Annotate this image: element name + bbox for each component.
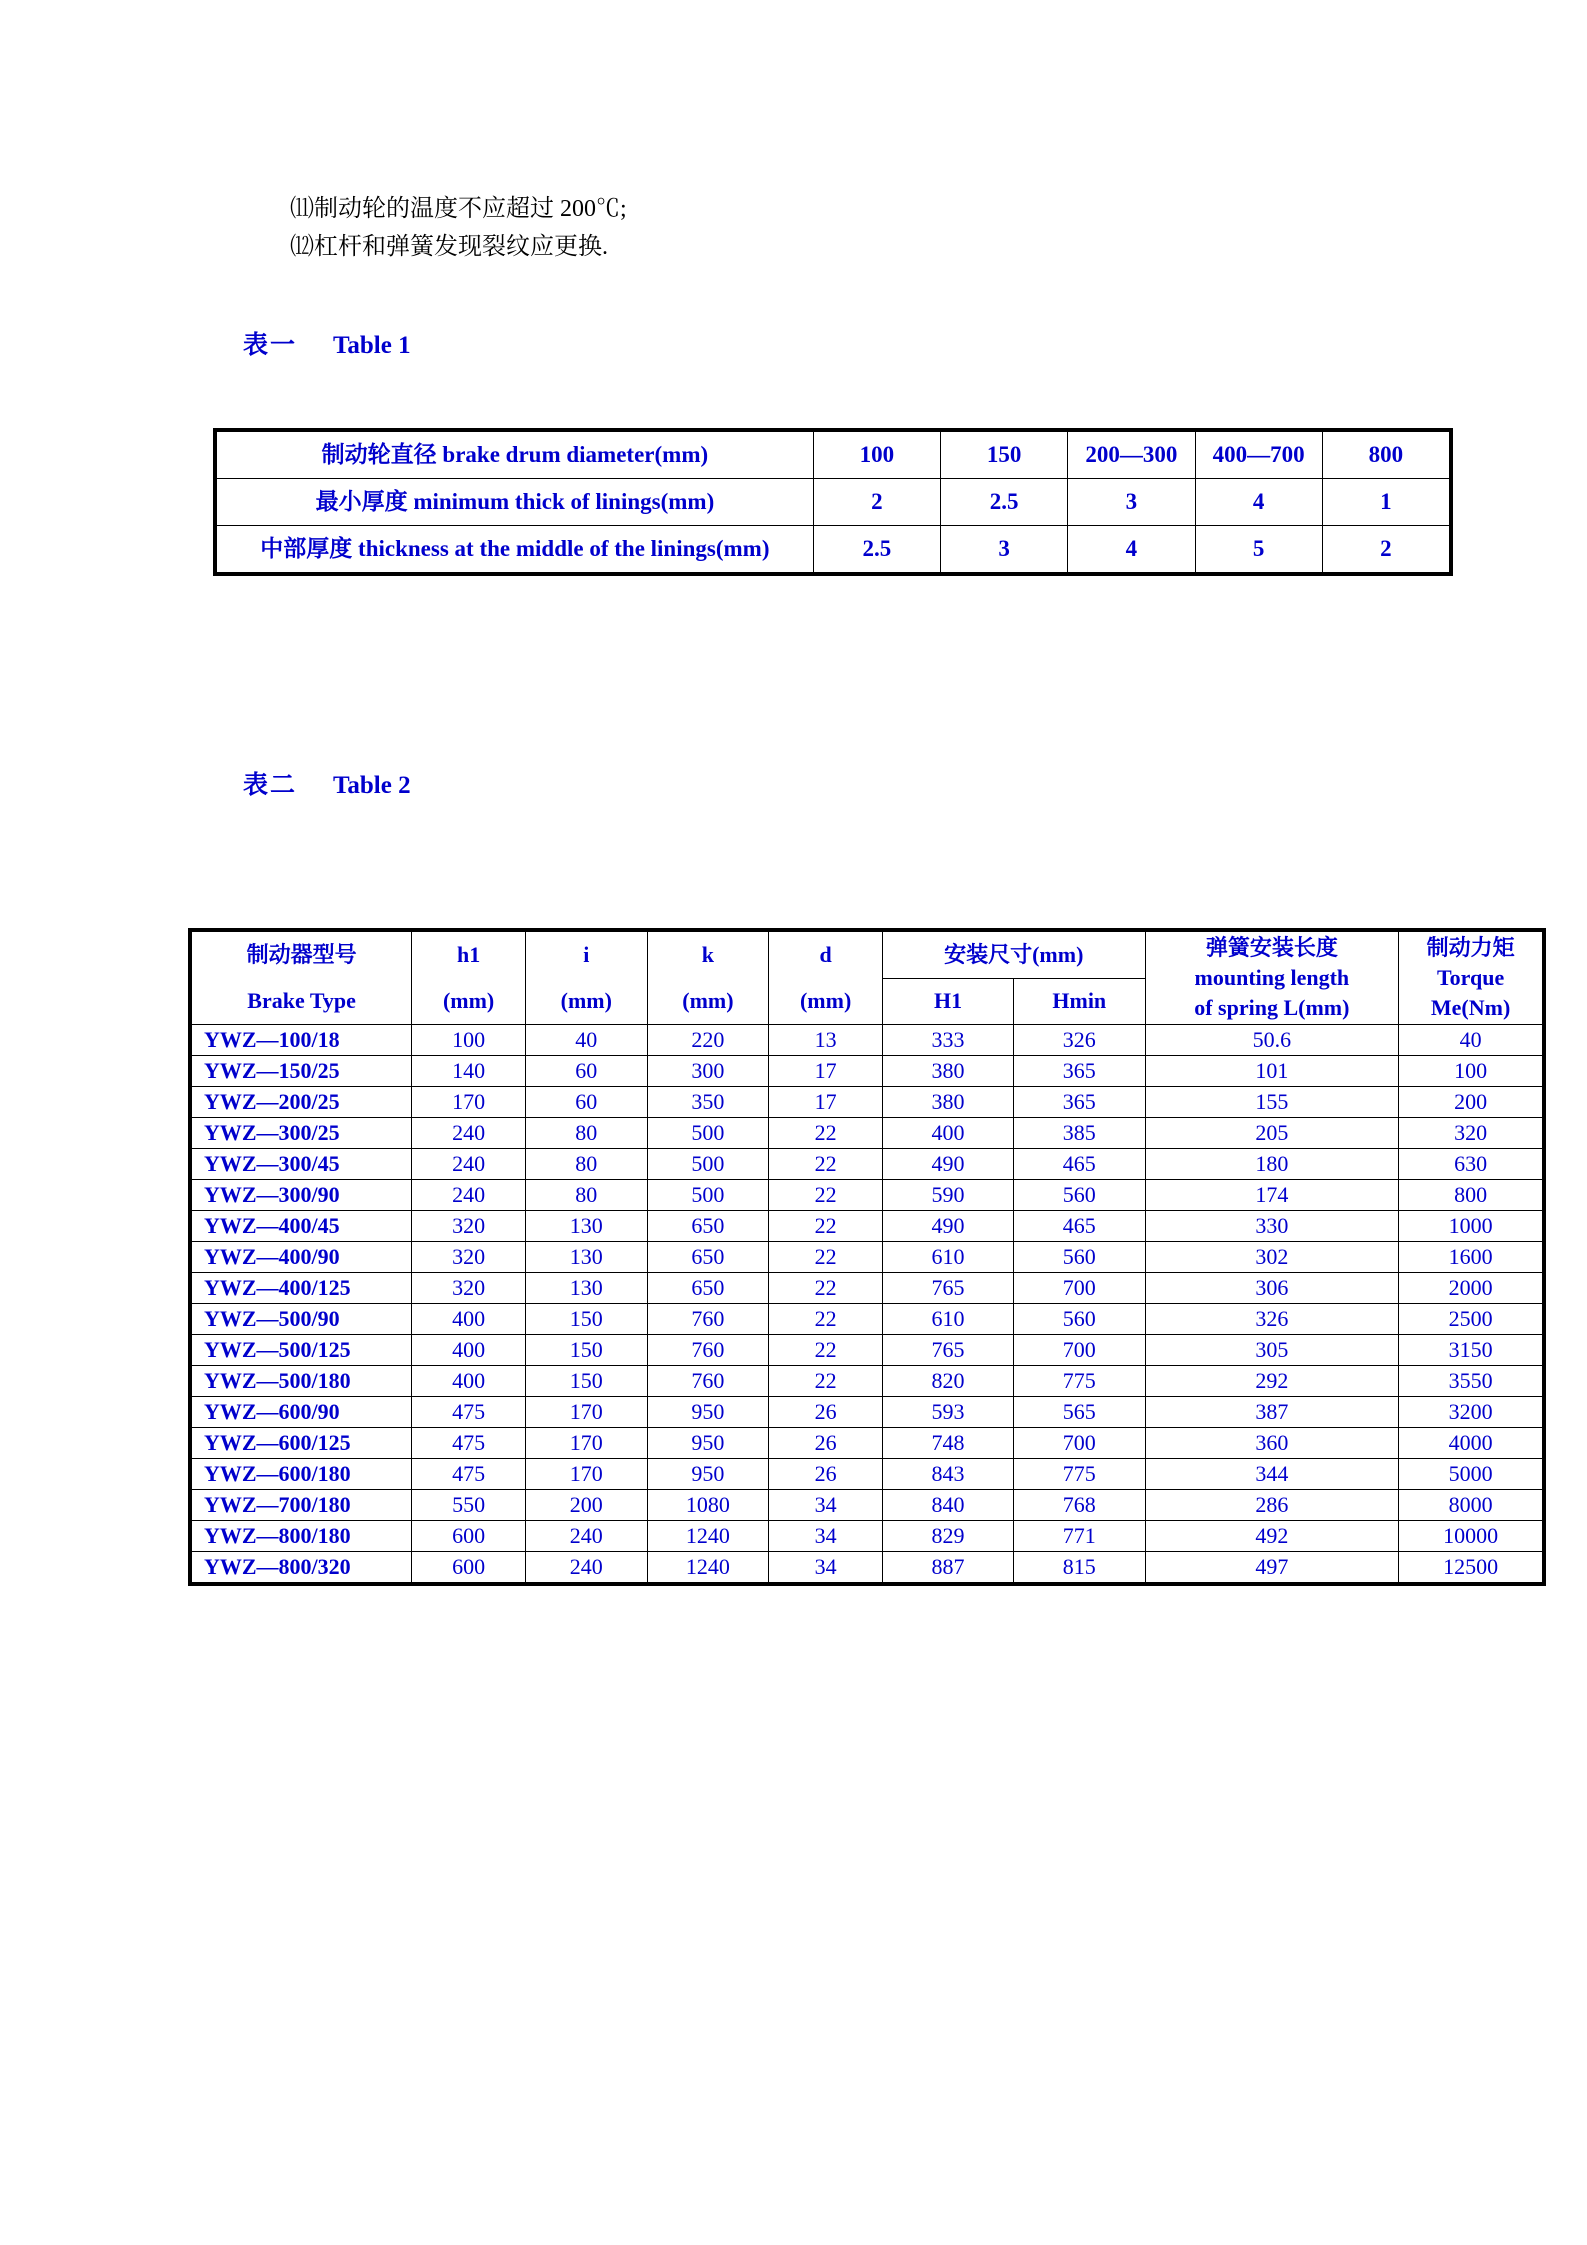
cell-brake-type: YWZ—600/180 [190,1459,412,1490]
cell-i: 150 [525,1366,647,1397]
cell-k: 1240 [647,1521,769,1552]
cell-d: 34 [769,1552,883,1585]
cell-brake-type: YWZ—300/45 [190,1149,412,1180]
cell-i: 170 [525,1428,647,1459]
cell-k: 220 [647,1025,769,1056]
cell-spring-length: 387 [1145,1397,1399,1428]
cell-H1: 333 [883,1025,1014,1056]
note-line-11: ⑾制动轮的温度不应超过 200℃; [290,196,627,222]
caption-table-2-cn: 表二 [243,772,298,799]
cell-d: 26 [769,1397,883,1428]
cell-k: 1240 [647,1552,769,1585]
caption-table-1-cn: 表一 [243,332,298,359]
cell-Hmin: 768 [1014,1490,1145,1521]
cell-Hmin: 365 [1014,1056,1145,1087]
cell-d: 17 [769,1087,883,1118]
cell-h1: 550 [412,1490,526,1521]
cell-torque: 320 [1399,1118,1544,1149]
cell-d: 22 [769,1118,883,1149]
cell-d: 22 [769,1149,883,1180]
cell-Hmin: 771 [1014,1521,1145,1552]
cell-spring-length: 497 [1145,1552,1399,1585]
cell-h1: 400 [412,1335,526,1366]
header-i [525,930,647,1025]
cell-H1: 380 [883,1056,1014,1087]
cell-H1: 748 [883,1428,1014,1459]
cell-H1: 829 [883,1521,1014,1552]
table-row [190,1118,1544,1149]
cell-k: 760 [647,1366,769,1397]
cell-h1: 320 [412,1273,526,1304]
cell-i: 40 [525,1025,647,1056]
cell-torque: 10000 [1399,1521,1544,1552]
cell-k: 500 [647,1149,769,1180]
cell-spring-length: 292 [1145,1366,1399,1397]
cell-spring-length: 205 [1145,1118,1399,1149]
cell-h1: 320 [412,1242,526,1273]
header-H1: H1 [883,978,1014,1024]
table-row [215,430,1451,479]
cell-brake-type: YWZ—800/320 [190,1552,412,1585]
cell-spring-length: 101 [1145,1056,1399,1087]
cell-i: 240 [525,1552,647,1585]
cell-H1: 840 [883,1490,1014,1521]
cell-brake-type: YWZ—300/90 [190,1180,412,1211]
cell-Hmin: 815 [1014,1552,1145,1585]
cell-mid-2: 3 [941,526,1068,575]
header-torque-en2: Me(Nm) [1430,995,1511,1020]
cell-drum-200-300: 200—300 [1068,430,1195,479]
cell-brake-type: YWZ—150/25 [190,1056,412,1087]
cell-d: 22 [769,1304,883,1335]
cell-brake-type: YWZ—600/125 [190,1428,412,1459]
cell-torque: 3550 [1399,1366,1544,1397]
cell-torque: 5000 [1399,1459,1544,1490]
cell-min-2: 2.5 [941,479,1068,526]
cell-spring-length: 330 [1145,1211,1399,1242]
cell-brake-type: YWZ—300/25 [190,1118,412,1149]
cell-spring-length: 326 [1145,1304,1399,1335]
table-row [190,1552,1544,1585]
header-h1 [412,930,526,1025]
table-row [190,1490,1544,1521]
cell-i: 150 [525,1304,647,1335]
caption-table-2 [243,765,411,801]
cell-torque: 630 [1399,1149,1544,1180]
cell-drum-100: 100 [813,430,940,479]
cell-k: 760 [647,1304,769,1335]
cell-H1: 590 [883,1180,1014,1211]
cell-h1: 140 [412,1056,526,1087]
cell-spring-length: 305 [1145,1335,1399,1366]
header-spring-length [1145,930,1399,1025]
cell-Hmin: 560 [1014,1180,1145,1211]
header-i-unit: (mm) [560,988,612,1013]
cell-brake-type: YWZ—600/90 [190,1397,412,1428]
cell-mid-4: 5 [1195,526,1322,575]
cell-torque: 1600 [1399,1242,1544,1273]
caption-table-1 [243,325,411,361]
cell-brake-type: YWZ—100/18 [190,1025,412,1056]
cell-k: 760 [647,1335,769,1366]
notes-block [290,190,627,266]
cell-d: 26 [769,1428,883,1459]
cell-spring-length: 344 [1145,1459,1399,1490]
cell-k: 950 [647,1428,769,1459]
cell-i: 80 [525,1118,647,1149]
row-label-min-thickness: 最小厚度 minimum thick of linings(mm) [215,479,813,526]
header-d-unit: (mm) [799,988,852,1013]
header-i-symbol: i [583,942,590,967]
cell-spring-length: 174 [1145,1180,1399,1211]
table-row [190,1211,1544,1242]
cell-brake-type: YWZ—500/180 [190,1366,412,1397]
cell-d: 22 [769,1242,883,1273]
table-header-row [190,930,1544,978]
table-row [190,1149,1544,1180]
cell-torque: 4000 [1399,1428,1544,1459]
cell-spring-length: 50.6 [1145,1025,1399,1056]
cell-Hmin: 385 [1014,1118,1145,1149]
cell-Hmin: 700 [1014,1428,1145,1459]
cell-brake-type: YWZ—400/125 [190,1273,412,1304]
cell-Hmin: 700 [1014,1335,1145,1366]
cell-spring-length: 180 [1145,1149,1399,1180]
cell-k: 300 [647,1056,769,1087]
header-brake-type-cn: 制动器型号 [246,942,357,967]
cell-torque: 3200 [1399,1397,1544,1428]
cell-i: 80 [525,1149,647,1180]
cell-torque: 8000 [1399,1490,1544,1521]
cell-torque: 2500 [1399,1304,1544,1335]
cell-Hmin: 775 [1014,1459,1145,1490]
cell-i: 200 [525,1490,647,1521]
cell-min-4: 4 [1195,479,1322,526]
cell-torque: 2000 [1399,1273,1544,1304]
cell-H1: 820 [883,1366,1014,1397]
cell-d: 17 [769,1056,883,1087]
cell-d: 26 [769,1459,883,1490]
cell-d: 22 [769,1211,883,1242]
cell-spring-length: 306 [1145,1273,1399,1304]
table-row [190,1304,1544,1335]
header-h1-unit: (mm) [442,988,495,1013]
cell-min-1: 2 [813,479,940,526]
cell-Hmin: 775 [1014,1366,1145,1397]
cell-h1: 320 [412,1211,526,1242]
cell-min-3: 3 [1068,479,1195,526]
cell-i: 150 [525,1335,647,1366]
cell-H1: 610 [883,1304,1014,1335]
cell-k: 950 [647,1459,769,1490]
cell-brake-type: YWZ—200/25 [190,1087,412,1118]
cell-mid-3: 4 [1068,526,1195,575]
cell-H1: 400 [883,1118,1014,1149]
cell-k: 650 [647,1211,769,1242]
cell-torque: 1000 [1399,1211,1544,1242]
cell-k: 500 [647,1118,769,1149]
cell-k: 650 [647,1273,769,1304]
cell-h1: 475 [412,1459,526,1490]
cell-d: 22 [769,1335,883,1366]
cell-min-5: 1 [1322,479,1451,526]
caption-table-2-en: Table 2 [333,772,411,799]
cell-H1: 490 [883,1149,1014,1180]
cell-i: 80 [525,1180,647,1211]
cell-H1: 765 [883,1273,1014,1304]
table-row [190,1242,1544,1273]
cell-i: 130 [525,1242,647,1273]
header-torque-cn: 制动力矩 [1426,935,1515,960]
cell-i: 170 [525,1397,647,1428]
cell-k: 650 [647,1242,769,1273]
cell-h1: 240 [412,1180,526,1211]
header-brake-type [190,930,412,1025]
cell-brake-type: YWZ—400/45 [190,1211,412,1242]
cell-spring-length: 286 [1145,1490,1399,1521]
cell-h1: 475 [412,1397,526,1428]
cell-i: 130 [525,1211,647,1242]
table-row [190,1366,1544,1397]
table-row [190,1459,1544,1490]
cell-mid-5: 2 [1322,526,1451,575]
cell-h1: 170 [412,1087,526,1118]
table-row [190,1025,1544,1056]
cell-k: 1080 [647,1490,769,1521]
table-row [190,1087,1544,1118]
cell-torque: 100 [1399,1056,1544,1087]
cell-spring-length: 360 [1145,1428,1399,1459]
cell-k: 500 [647,1180,769,1211]
cell-i: 170 [525,1459,647,1490]
cell-spring-length: 492 [1145,1521,1399,1552]
cell-d: 22 [769,1273,883,1304]
cell-h1: 240 [412,1118,526,1149]
cell-k: 350 [647,1087,769,1118]
cell-h1: 400 [412,1304,526,1335]
cell-drum-400-700: 400—700 [1195,430,1322,479]
cell-Hmin: 560 [1014,1242,1145,1273]
cell-H1: 380 [883,1087,1014,1118]
cell-h1: 600 [412,1521,526,1552]
header-d [769,930,883,1025]
cell-drum-150: 150 [941,430,1068,479]
cell-h1: 600 [412,1552,526,1585]
cell-H1: 490 [883,1211,1014,1242]
cell-brake-type: YWZ—700/180 [190,1490,412,1521]
row-label-drum-diameter: 制动轮直径 brake drum diameter(mm) [215,430,813,479]
header-k-symbol: k [701,942,715,967]
cell-Hmin: 326 [1014,1025,1145,1056]
cell-i: 240 [525,1521,647,1552]
table-row [190,1180,1544,1211]
cell-brake-type: YWZ—500/125 [190,1335,412,1366]
cell-Hmin: 365 [1014,1087,1145,1118]
cell-Hmin: 465 [1014,1211,1145,1242]
cell-mid-1: 2.5 [813,526,940,575]
header-k [647,930,769,1025]
cell-h1: 240 [412,1149,526,1180]
cell-H1: 593 [883,1397,1014,1428]
cell-H1: 887 [883,1552,1014,1585]
cell-i: 130 [525,1273,647,1304]
cell-H1: 610 [883,1242,1014,1273]
cell-d: 22 [769,1180,883,1211]
cell-Hmin: 560 [1014,1304,1145,1335]
cell-brake-type: YWZ—500/90 [190,1304,412,1335]
cell-d: 13 [769,1025,883,1056]
cell-torque: 200 [1399,1087,1544,1118]
header-brake-type-en: Brake Type [247,988,356,1013]
cell-i: 60 [525,1056,647,1087]
header-h1-symbol: h1 [456,942,481,967]
header-spring-length-en1: mounting length [1194,965,1350,990]
cell-torque: 800 [1399,1180,1544,1211]
cell-spring-length: 155 [1145,1087,1399,1118]
header-k-unit: (mm) [682,988,734,1013]
cell-Hmin: 565 [1014,1397,1145,1428]
cell-spring-length: 302 [1145,1242,1399,1273]
table-row [215,479,1451,526]
table-row [190,1335,1544,1366]
cell-brake-type: YWZ—400/90 [190,1242,412,1273]
note-line-12: ⑿杠杆和弹簧发现裂纹应更换. [290,234,608,260]
cell-drum-800: 800 [1322,430,1451,479]
caption-table-1-en: Table 1 [333,332,411,359]
table-row [190,1521,1544,1552]
cell-h1: 475 [412,1428,526,1459]
cell-Hmin: 465 [1014,1149,1145,1180]
table-row [190,1056,1544,1087]
cell-d: 34 [769,1490,883,1521]
cell-torque: 3150 [1399,1335,1544,1366]
table-row [215,526,1451,575]
table-body [190,1025,1544,1585]
cell-H1: 765 [883,1335,1014,1366]
header-spring-length-en2: of spring L(mm) [1194,995,1350,1020]
cell-i: 60 [525,1087,647,1118]
table-row [190,1397,1544,1428]
cell-Hmin: 700 [1014,1273,1145,1304]
header-torque [1399,930,1544,1025]
header-mounting-dimensions: 安装尺寸(mm) [883,930,1146,978]
cell-H1: 843 [883,1459,1014,1490]
table-row [190,1428,1544,1459]
table-row [190,1273,1544,1304]
cell-h1: 400 [412,1366,526,1397]
table-brake-specifications [188,928,1546,1586]
cell-h1: 100 [412,1025,526,1056]
table-linings-thickness [213,428,1453,576]
header-d-symbol: d [819,942,832,967]
cell-torque: 12500 [1399,1552,1544,1585]
cell-k: 950 [647,1397,769,1428]
header-spring-length-cn: 弹簧安装长度 [1205,935,1338,960]
cell-d: 34 [769,1521,883,1552]
header-torque-en1: Torque [1436,965,1505,990]
row-label-middle-thickness: 中部厚度 thickness at the middle of the linings(mm) [215,526,813,575]
cell-d: 22 [769,1366,883,1397]
cell-torque: 40 [1399,1025,1544,1056]
cell-brake-type: YWZ—800/180 [190,1521,412,1552]
header-Hmin: Hmin [1014,978,1145,1024]
